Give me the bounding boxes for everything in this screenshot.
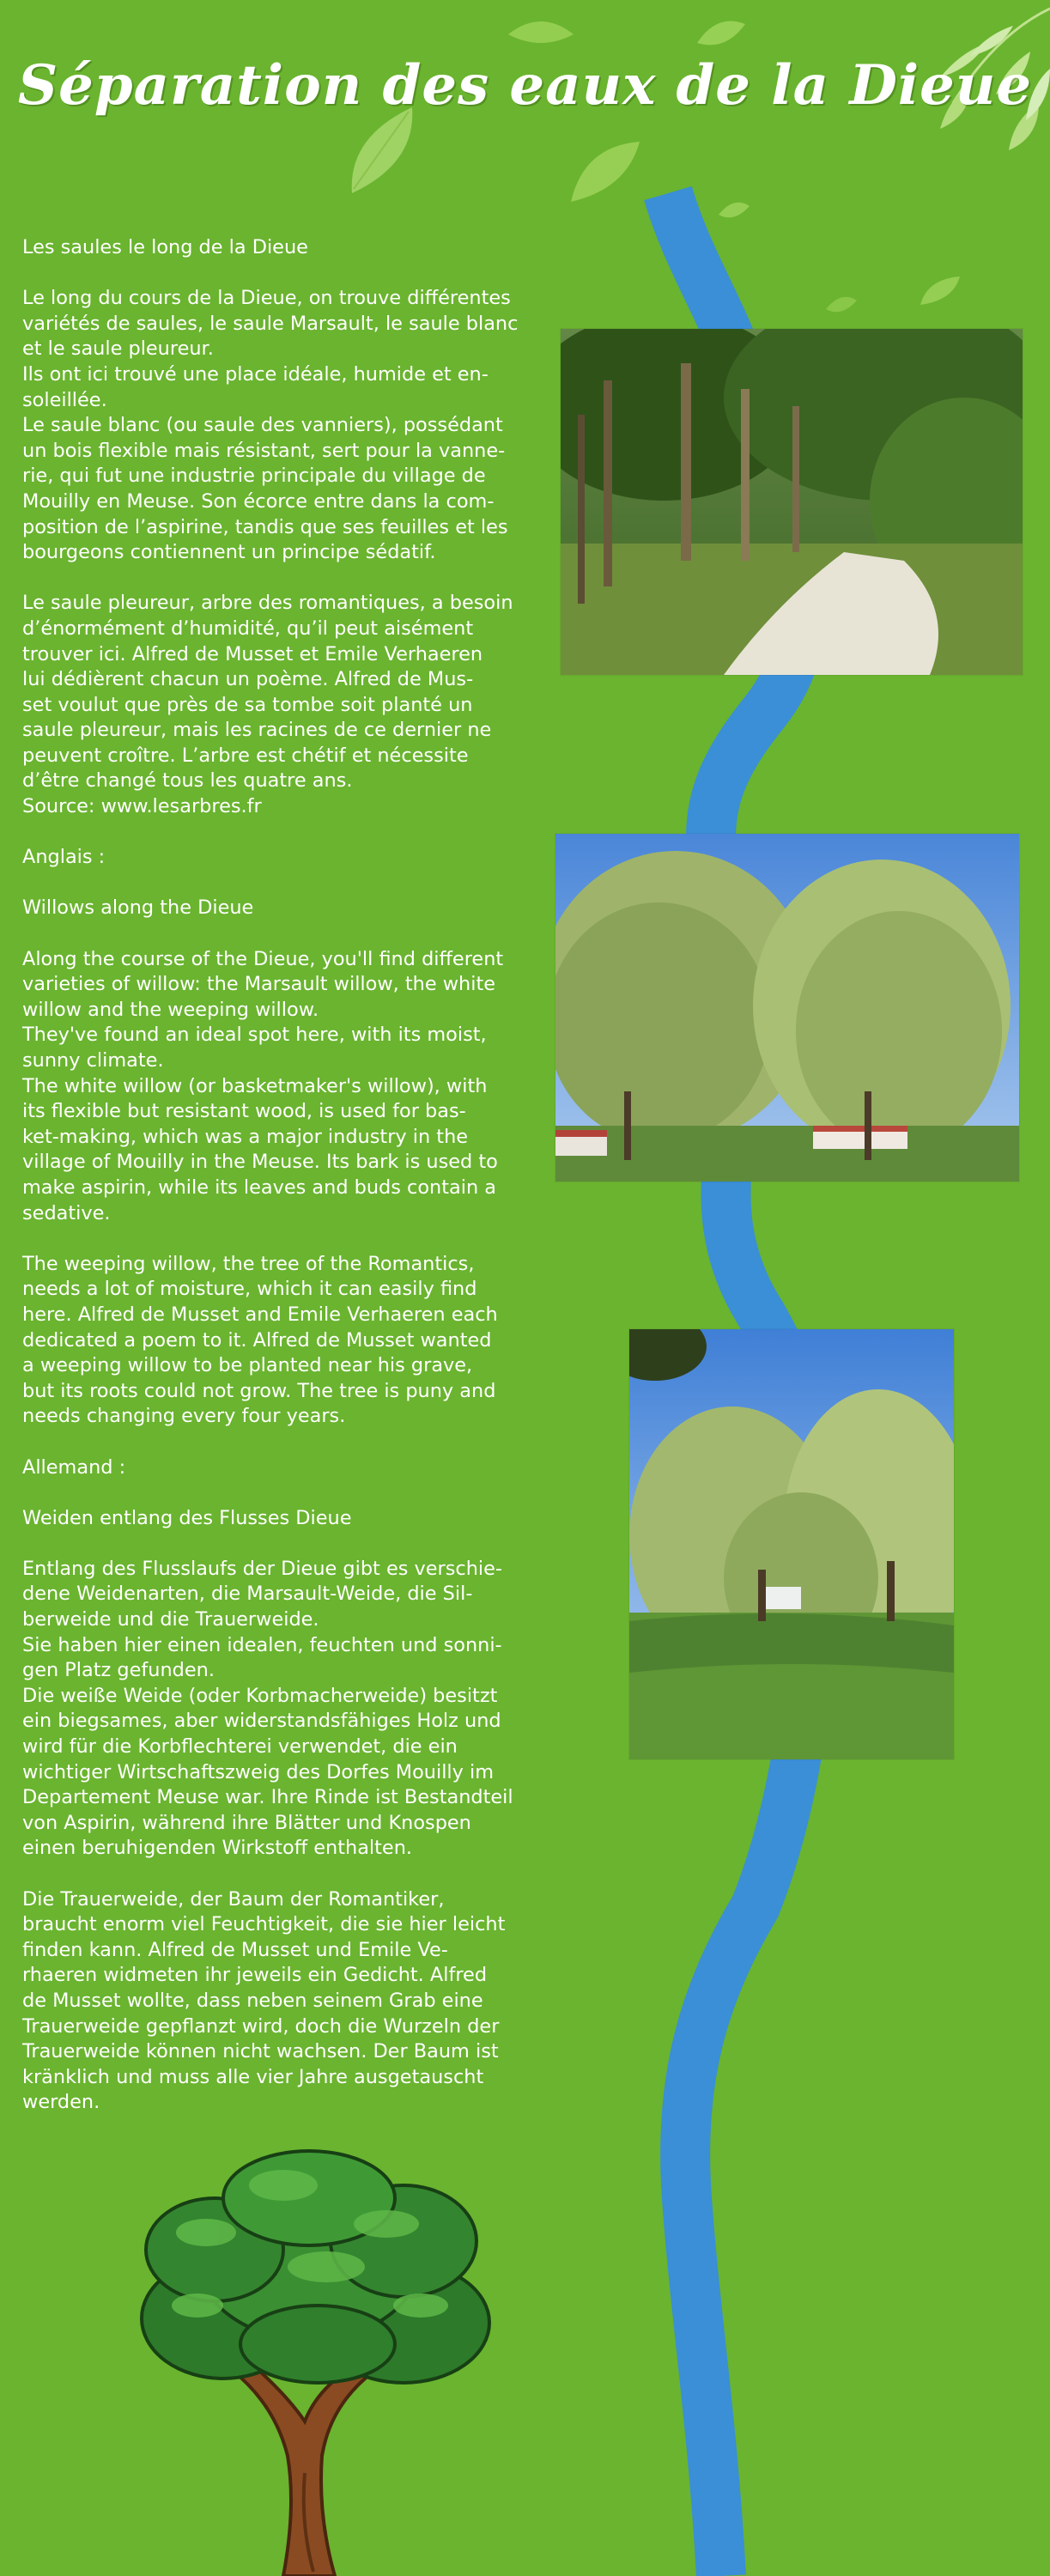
text-line: berweide und die Trauerweide.	[22, 1608, 319, 1631]
text-line: d’énormément d’humidité, qu’il peut aisément	[22, 617, 474, 640]
text-line: a weeping willow to be planted near his grave,	[22, 1354, 473, 1377]
french-section	[22, 235, 548, 820]
text-line: village of Mouilly in the Meuse. Its bark is used to	[22, 1151, 498, 1174]
text-line: position de l’aspirine, tandis que ses feuilles et les	[22, 515, 508, 538]
text-line: sedative.	[22, 1201, 111, 1224]
leaf-icon	[695, 17, 747, 52]
text-line: ein biegsames, aber widerstandsfähiges Holz und	[22, 1710, 501, 1733]
page-title: Séparation des eaux de la Dieue	[17, 53, 1033, 118]
text-line: soleillée.	[22, 388, 107, 411]
text-line: variétés de saules, le saule Marsault, le saule blanc	[22, 312, 519, 335]
text-line: wichtiger Wirtschaftszweig des Dorfes Mouilly im	[22, 1760, 495, 1783]
text-line: et le saule pleureur.	[22, 337, 214, 361]
text-line: make aspirin, while its leaves and buds contain a	[22, 1176, 497, 1199]
text-line: sunny climate.	[22, 1049, 164, 1072]
text-line: Departement Meuse war. Ihre Rinde ist Bestandteil	[22, 1786, 513, 1809]
text-line: braucht enorm viel Feuchtigkeit, die sie hier leicht	[22, 1913, 506, 1936]
text-line: its flexible but resistant wood, is used for bas-	[22, 1100, 466, 1123]
text-line: dedicated a poem to it. Alfred de Musset wanted	[22, 1328, 492, 1352]
leaf-icon	[567, 137, 644, 206]
section-heading: Willows along the Dieue	[22, 896, 254, 920]
leaf-icon	[717, 197, 751, 223]
section-heading: Weiden entlang des Flusses Dieue	[22, 1506, 352, 1529]
paragraph	[22, 1887, 548, 2116]
text-line: Le long du cours de la Dieue, on trouve différentes	[22, 287, 511, 310]
cartoon-tree-illustration	[112, 2147, 515, 2576]
text-line: ket-making, which was a major industry in the	[22, 1125, 469, 1148]
paragraph	[22, 947, 548, 1227]
text-line: but its roots could not grow. The tree is puny and	[22, 1379, 496, 1402]
text-line: set voulut que près de sa tombe soit planté un	[22, 693, 473, 716]
paragraph	[22, 1557, 548, 1862]
text-line: lui dédièrent chacun un poème. Alfred de Mus-	[22, 668, 474, 691]
german-section	[22, 1455, 548, 2116]
header	[0, 0, 1050, 180]
text-line: here. Alfred de Musset and Emile Verhaeren each	[22, 1303, 498, 1326]
text-line: einen beruhigenden Wirkstoff enthalten.	[22, 1837, 413, 1860]
text-line: rie, qui fut une industrie principale du village de	[22, 465, 486, 488]
text-line: willow and the weeping willow.	[22, 998, 319, 1021]
text-line: Le saule pleureur, arbre des romantiques, a besoin	[22, 592, 513, 615]
paragraph	[22, 1252, 548, 1430]
leaf-icon	[507, 17, 575, 52]
section-heading: Les saules le long de la Dieue	[22, 236, 308, 258]
park-path-photo	[561, 329, 1023, 675]
text-line: finden kann. Alfred de Musset und Emile Ve-	[22, 1938, 448, 1961]
text-line: needs changing every four years.	[22, 1405, 346, 1428]
paragraph	[22, 286, 548, 566]
text-line: Le saule blanc (ou saule des vanniers), possédant	[22, 414, 503, 437]
text-line: bourgeons contiennent un principe sédatif.	[22, 541, 436, 564]
text-line: Ils ont ici trouvé une place idéale, humide et en-	[22, 362, 489, 386]
text-line: varieties of willow: the Marsault willow, the white	[22, 973, 496, 996]
language-label: Allemand :	[22, 1455, 126, 1479]
text-line: They've found an ideal spot here, with its moist,	[22, 1024, 487, 1047]
text-line: dene Weidenarten, die Marsault-Weide, die Sil-	[22, 1583, 473, 1606]
text-line: trouver ici. Alfred de Musset et Emile Verhaeren	[22, 642, 483, 665]
paragraph	[22, 591, 548, 819]
text-line: werden.	[22, 2091, 100, 2114]
text-line: gen Platz gefunden.	[22, 1659, 215, 1682]
text-line: The weeping willow, the tree of the Romantics,	[22, 1252, 475, 1275]
text-line: Die Trauerweide, der Baum der Romantiker,	[22, 1887, 445, 1911]
text-line: d’être changé tous les quatre ans.	[22, 769, 353, 793]
text-line: un bois flexible mais résistant, sert pour la vanne-	[22, 439, 506, 462]
text-line: saule pleureur, mais les racines de ce dernier ne	[22, 719, 492, 742]
text-line: Sie haben hier einen idealen, feuchten und sonni-	[22, 1633, 502, 1656]
willow-meadow-photo	[629, 1329, 954, 1759]
text-line: Trauerweide gepflanzt wird, doch die Wurzeln der	[22, 2014, 500, 2038]
text-line: needs a lot of moisture, which it can easily find	[22, 1278, 477, 1301]
text-line: rhaeren widmeten ihr jeweils ein Gedicht. Alfred	[22, 1964, 488, 1987]
leaf-icon	[919, 275, 962, 309]
text-line: wird für die Korbflechterei verwendet, die ein	[22, 1735, 458, 1759]
text-line: peuvent croître. L’arbre est chétif et nécessite	[22, 744, 469, 767]
text-line: Mouilly en Meuse. Son écorce entre dans la com-	[22, 489, 495, 513]
text-line: de Musset wollte, dass neben seinem Grab eine	[22, 1989, 483, 2012]
text-line: Trauerweide können nicht wachsen. Der Baum ist	[22, 2040, 499, 2063]
text-line: Source: www.lesarbres.fr	[22, 795, 262, 818]
text-line: Entlang des Flusslaufs der Dieue gibt es verschie-	[22, 1557, 502, 1580]
text-column	[22, 235, 548, 2116]
text-line: Along the course of the Dieue, you'll find different	[22, 947, 504, 970]
text-line: kränklich und muss alle vier Jahre ausgetauscht	[22, 2065, 484, 2088]
weeping-willows-photo	[555, 834, 1019, 1182]
language-label: Anglais :	[22, 846, 106, 869]
text-line: The white willow (or basketmaker's willow), with	[22, 1074, 488, 1097]
leaf-icon	[824, 292, 859, 318]
text-line: Die weiße Weide (oder Korbmacherweide) besitzt	[22, 1684, 498, 1707]
text-line: von Aspirin, während ihre Blätter und Knospen	[22, 1811, 471, 1834]
english-section	[22, 845, 548, 1430]
